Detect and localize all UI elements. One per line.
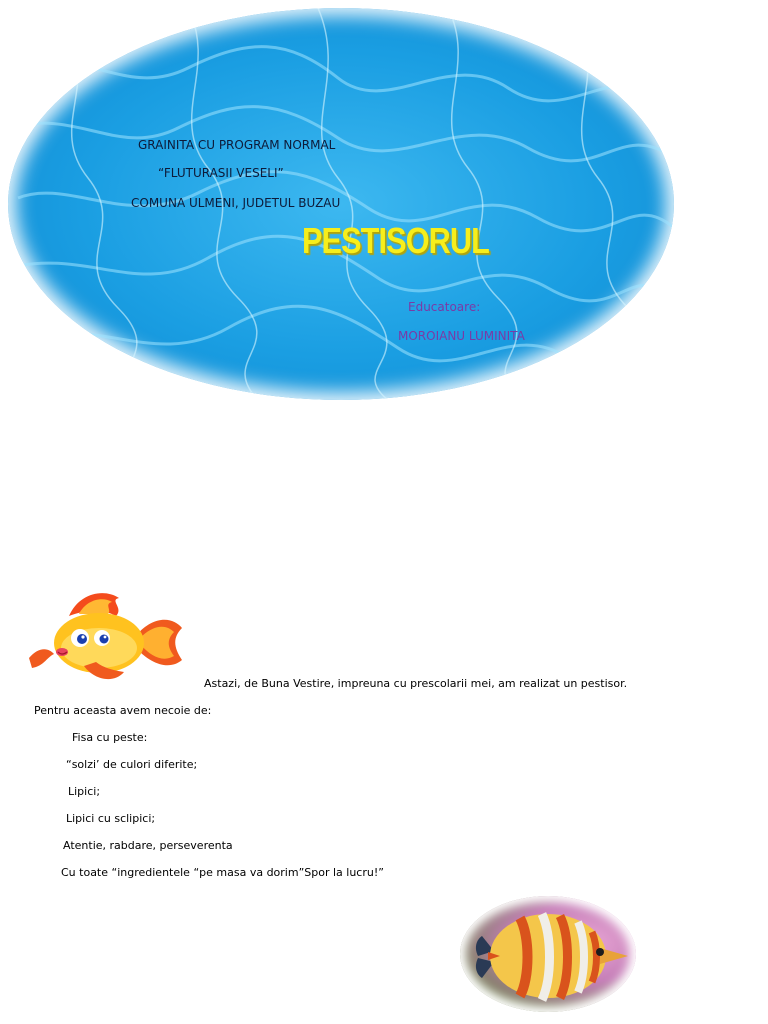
intro-text: Astazi, de Buna Vestire, impreuna cu prescolarii mei, am realizat un pestisor. (204, 677, 628, 690)
cartoon-goldfish-icon (24, 588, 184, 688)
list-item: “solzi’ de culori diferite; (66, 758, 198, 771)
list-item: Lipici; (68, 785, 101, 798)
page-title: PESTISORUL (302, 220, 490, 261)
water-ripple-pattern (8, 8, 674, 400)
list-item: Atentie, rabdare, perseverenta (63, 839, 233, 852)
list-item: Fisa cu peste: (72, 731, 148, 744)
kindergarten-name: GRAINITA CU PROGRAM NORMAL (138, 138, 336, 152)
educator-label: Educatoare: (408, 300, 481, 314)
water-ellipse-background (8, 8, 674, 400)
list-item: Lipici cu sclipici; (66, 812, 156, 825)
butterflyfish-icon (460, 896, 636, 1012)
needs-heading: Pentru aceasta avem necoie de: (34, 704, 212, 717)
location: COMUNA ULMENI, JUDETUL BUZAU (131, 196, 341, 210)
group-name: “FLUTURASII VESELI” (158, 166, 284, 180)
closing-text: Cu toate “ingredientele “pe masa va dorim”Spor la lucru!” (61, 866, 384, 879)
educator-name: MOROIANU LUMINITA (398, 329, 525, 343)
butterflyfish-photo (460, 896, 636, 1012)
